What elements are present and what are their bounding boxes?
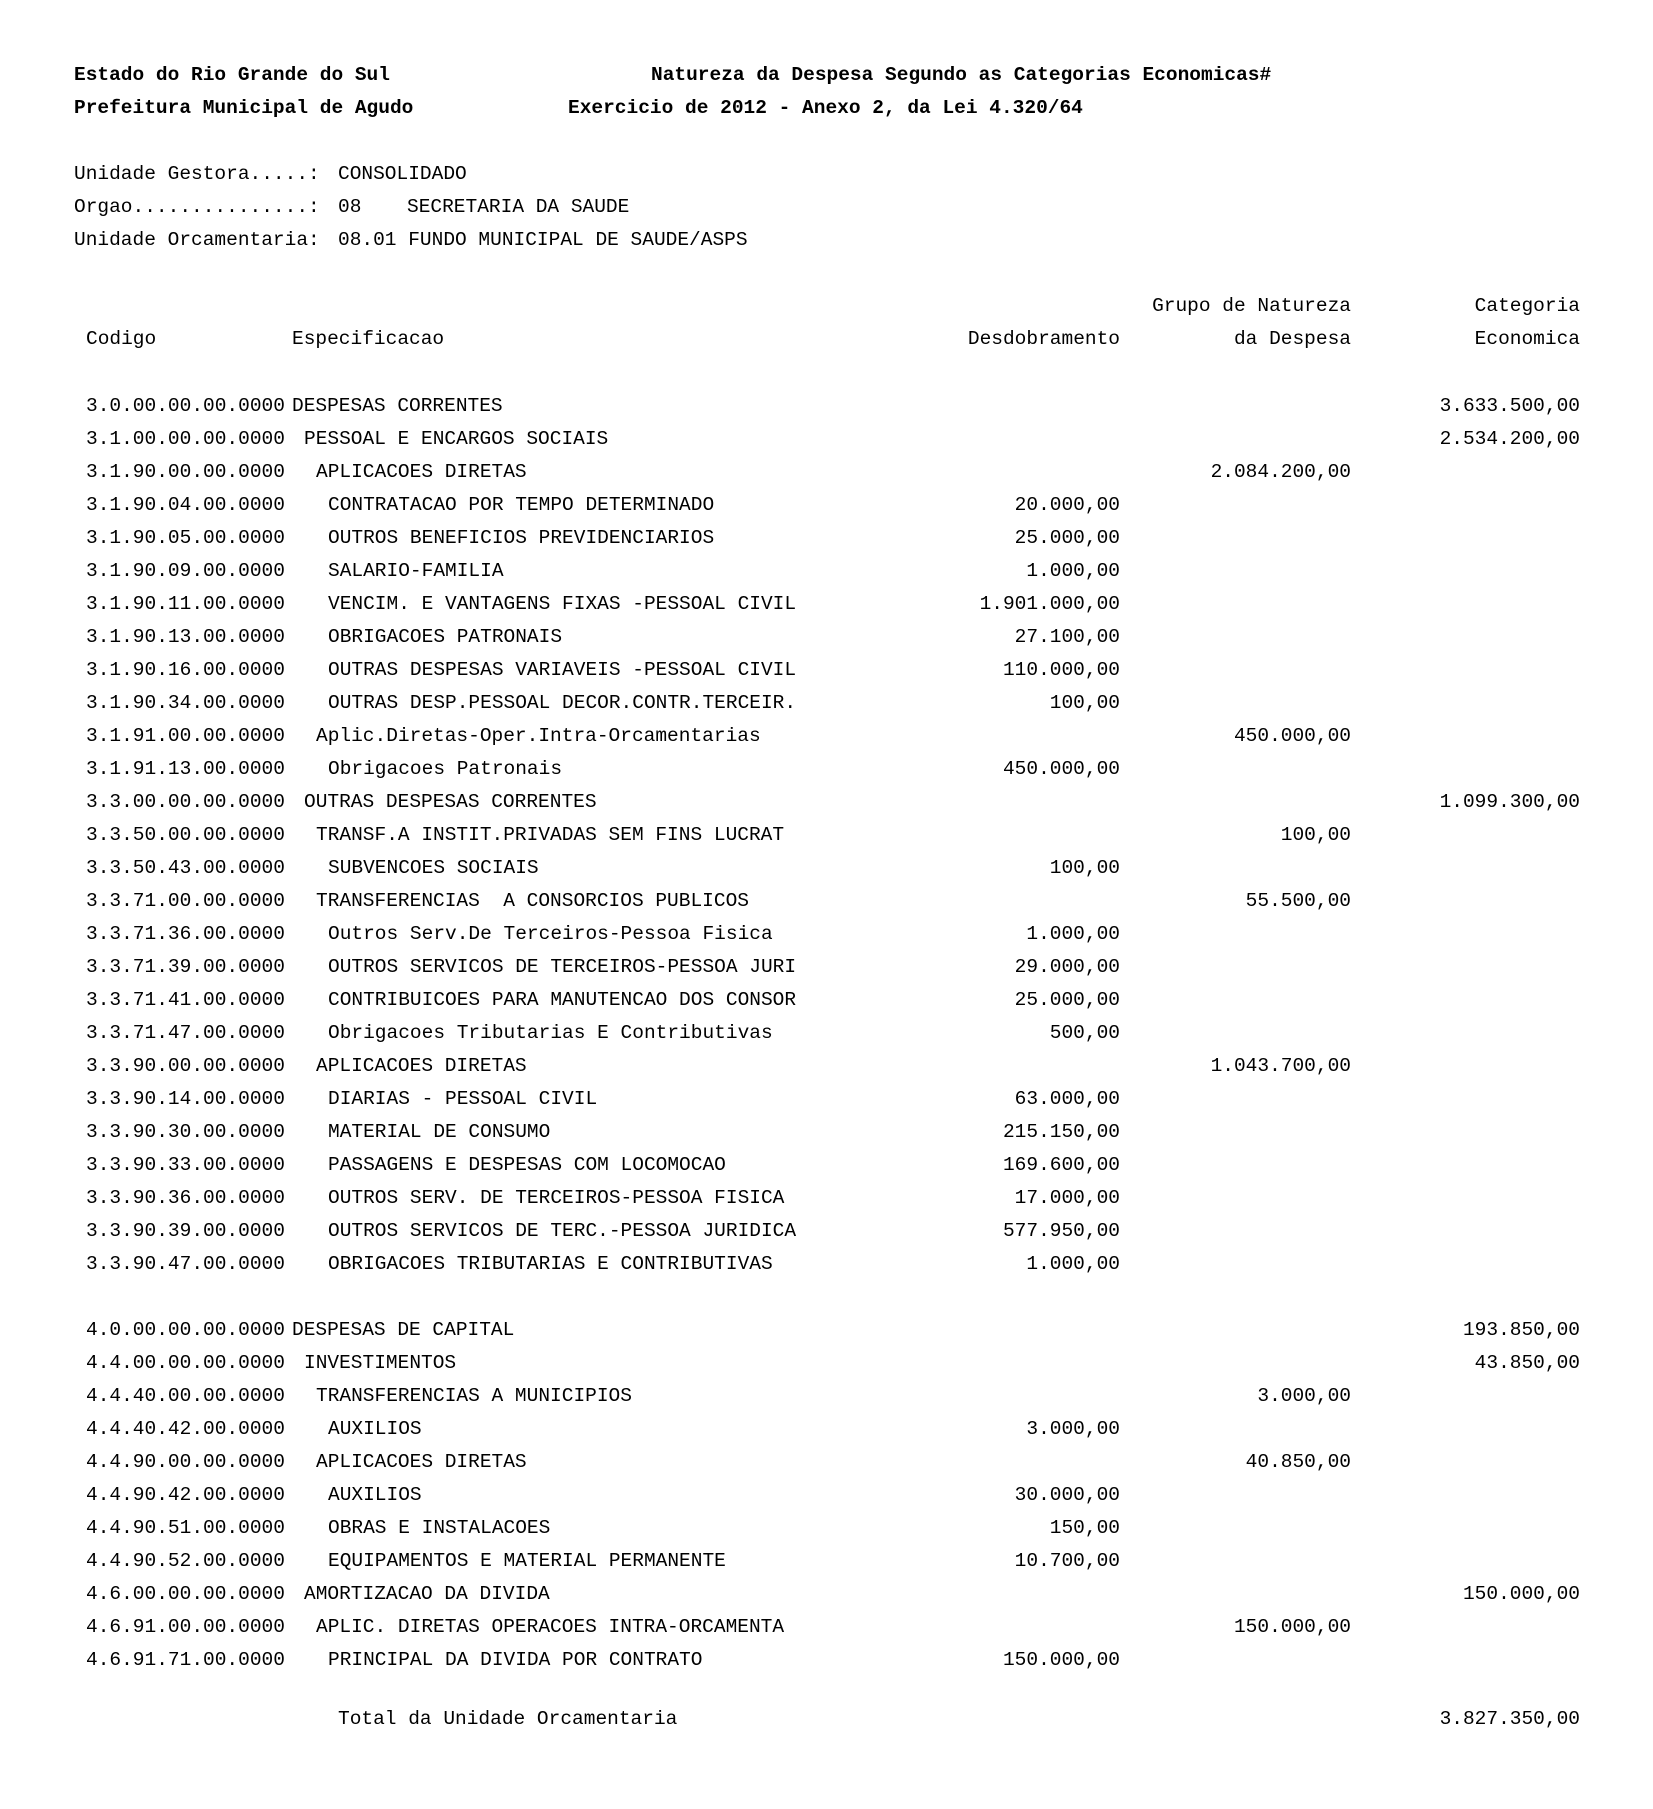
row-code: 3.3.50.00.00.0000: [86, 824, 285, 846]
row-categoria-economica: 150.000,00: [1462, 1583, 1580, 1605]
orgao-label: Orgao...............:: [74, 196, 320, 218]
row-code: 3.3.00.00.00.0000: [86, 791, 285, 813]
row-especificacao: EQUIPAMENTOS E MATERIAL PERMANENTE: [328, 1550, 726, 1572]
row-code: 4.4.00.00.00.0000: [86, 1352, 285, 1374]
row-desdobramento: 150,00: [1049, 1517, 1120, 1539]
row-desdobramento: 63.000,00: [1014, 1088, 1120, 1110]
row-code: 4.4.90.00.00.0000: [86, 1451, 285, 1473]
row-especificacao: PESSOAL E ENCARGOS SOCIAIS: [304, 428, 609, 450]
row-especificacao: OBRIGACOES TRIBUTARIAS E CONTRIBUTIVAS: [328, 1253, 773, 1275]
row-desdobramento: 100,00: [1049, 692, 1120, 714]
table-row: [0, 725, 1653, 758]
row-especificacao: OBRIGACOES PATRONAIS: [328, 626, 563, 648]
row-grupo-natureza: 100,00: [1280, 824, 1351, 846]
row-code: 3.3.71.41.00.0000: [86, 989, 285, 1011]
row-desdobramento: 215.150,00: [1002, 1121, 1120, 1143]
column-header-desdobramento: Desdobramento: [967, 328, 1120, 350]
column-header-categoria-line-1: Categoria: [1474, 295, 1580, 317]
table-row: [0, 1154, 1653, 1187]
row-categoria-economica: 3.633.500,00: [1439, 395, 1580, 417]
row-desdobramento: 169.600,00: [1002, 1154, 1120, 1176]
orgao-code: 08: [338, 196, 362, 218]
row-desdobramento: 20.000,00: [1014, 494, 1120, 516]
row-especificacao: OUTRAS DESPESAS VARIAVEIS -PESSOAL CIVIL: [328, 659, 797, 681]
row-especificacao: CONTRIBUICOES PARA MANUTENCAO DOS CONSOR: [328, 989, 797, 1011]
row-especificacao: OUTROS SERVICOS DE TERCEIROS-PESSOA JURI: [328, 956, 797, 978]
row-especificacao: Obrigacoes Tributarias E Contributivas: [328, 1022, 773, 1044]
row-especificacao: TRANSFERENCIAS A CONSORCIOS PUBLICOS: [316, 890, 749, 912]
row-desdobramento: 25.000,00: [1014, 989, 1120, 1011]
row-especificacao: OUTRAS DESPESAS CORRENTES: [304, 791, 597, 813]
row-code: 4.6.91.00.00.0000: [86, 1616, 285, 1638]
column-header-categoria-line-2: Economica: [1474, 328, 1580, 350]
row-desdobramento: 3.000,00: [1026, 1418, 1120, 1440]
row-code: 3.1.91.00.00.0000: [86, 725, 285, 747]
row-especificacao: PASSAGENS E DESPESAS COM LOCOMOCAO: [328, 1154, 726, 1176]
unidade-gestora-value: CONSOLIDADO: [338, 163, 467, 185]
row-grupo-natureza: 55.500,00: [1245, 890, 1351, 912]
table-row: [0, 1352, 1653, 1385]
table-row: [0, 1385, 1653, 1418]
table-row: [0, 527, 1653, 560]
row-desdobramento: 100,00: [1049, 857, 1120, 879]
row-code: 4.0.00.00.00.0000: [86, 1319, 285, 1341]
row-desdobramento: 1.000,00: [1026, 1253, 1120, 1275]
row-desdobramento: 1.901.000,00: [979, 593, 1120, 615]
row-code: 4.4.90.51.00.0000: [86, 1517, 285, 1539]
row-especificacao: OUTROS BENEFICIOS PREVIDENCIARIOS: [328, 527, 715, 549]
row-especificacao: CONTRATACAO POR TEMPO DETERMINADO: [328, 494, 715, 516]
row-code: 3.1.90.00.00.0000: [86, 461, 285, 483]
row-code: 3.3.71.39.00.0000: [86, 956, 285, 978]
row-code: 3.3.50.43.00.0000: [86, 857, 285, 879]
row-grupo-natureza: 150.000,00: [1233, 1616, 1351, 1638]
table-row: [0, 1649, 1653, 1682]
row-code: 3.3.90.14.00.0000: [86, 1088, 285, 1110]
table-row: [0, 791, 1653, 824]
table-row: [0, 1253, 1653, 1286]
row-grupo-natureza: 1.043.700,00: [1210, 1055, 1351, 1077]
row-categoria-economica: 43.850,00: [1474, 1352, 1580, 1374]
table-row: [0, 626, 1653, 659]
row-desdobramento: 17.000,00: [1014, 1187, 1120, 1209]
report-title: Natureza da Despesa Segundo as Categorias Economicas#: [651, 64, 1272, 86]
table-row: [0, 956, 1653, 989]
row-code: 3.1.90.34.00.0000: [86, 692, 285, 714]
row-especificacao: VENCIM. E VANTAGENS FIXAS -PESSOAL CIVIL: [328, 593, 797, 615]
row-desdobramento: 110.000,00: [1002, 659, 1120, 681]
row-code: 3.3.90.30.00.0000: [86, 1121, 285, 1143]
column-header-codigo: Codigo: [86, 328, 157, 350]
row-code: 4.4.40.42.00.0000: [86, 1418, 285, 1440]
row-code: 3.3.71.36.00.0000: [86, 923, 285, 945]
row-especificacao: OUTROS SERVICOS DE TERC.-PESSOA JURIDICA: [328, 1220, 797, 1242]
row-especificacao: Outros Serv.De Terceiros-Pessoa Fisica: [328, 923, 773, 945]
table-row: [0, 1319, 1653, 1352]
row-code: 4.4.40.00.00.0000: [86, 1385, 285, 1407]
row-especificacao: OUTRAS DESP.PESSOAL DECOR.CONTR.TERCEIR.: [328, 692, 797, 714]
table-row: [0, 923, 1653, 956]
row-especificacao: TRANSFERENCIAS A MUNICIPIOS: [316, 1385, 632, 1407]
row-grupo-natureza: 450.000,00: [1233, 725, 1351, 747]
report-subtitle: Exercicio de 2012 - Anexo 2, da Lei 4.320/64: [568, 97, 1083, 119]
row-desdobramento: 25.000,00: [1014, 527, 1120, 549]
row-especificacao: Aplic.Diretas-Oper.Intra-Orcamentarias: [316, 725, 761, 747]
row-especificacao: AMORTIZACAO DA DIVIDA: [304, 1583, 550, 1605]
row-categoria-economica: 2.534.200,00: [1439, 428, 1580, 450]
row-grupo-natureza: 40.850,00: [1245, 1451, 1351, 1473]
row-especificacao: APLIC. DIRETAS OPERACOES INTRA-ORCAMENTA: [316, 1616, 785, 1638]
row-especificacao: SUBVENCOES SOCIAIS: [328, 857, 539, 879]
row-code: 3.3.90.33.00.0000: [86, 1154, 285, 1176]
row-especificacao: MATERIAL DE CONSUMO: [328, 1121, 551, 1143]
row-code: 3.3.90.47.00.0000: [86, 1253, 285, 1275]
row-code: 3.1.90.09.00.0000: [86, 560, 285, 582]
row-especificacao: DIARIAS - PESSOAL CIVIL: [328, 1088, 598, 1110]
table-row: [0, 461, 1653, 494]
table-row: [0, 560, 1653, 593]
row-code: 3.1.90.16.00.0000: [86, 659, 285, 681]
row-code: 3.1.90.13.00.0000: [86, 626, 285, 648]
row-especificacao: DESPESAS CORRENTES: [292, 395, 503, 417]
row-especificacao: AUXILIOS: [328, 1418, 422, 1440]
row-especificacao: APLICACOES DIRETAS: [316, 1055, 527, 1077]
row-especificacao: TRANSF.A INSTIT.PRIVADAS SEM FINS LUCRAT: [316, 824, 785, 846]
row-grupo-natureza: 2.084.200,00: [1210, 461, 1351, 483]
row-code: 4.4.90.42.00.0000: [86, 1484, 285, 1506]
table-row: [0, 1088, 1653, 1121]
row-desdobramento: 30.000,00: [1014, 1484, 1120, 1506]
unidade-orcamentaria-value: 08.01 FUNDO MUNICIPAL DE SAUDE/ASPS: [338, 229, 748, 251]
table-row: [0, 593, 1653, 626]
table-row: [0, 1220, 1653, 1253]
row-code: 3.0.00.00.00.0000: [86, 395, 285, 417]
table-row: [0, 1187, 1653, 1220]
row-code: 3.1.00.00.00.0000: [86, 428, 285, 450]
row-especificacao: AUXILIOS: [328, 1484, 422, 1506]
row-especificacao: PRINCIPAL DA DIVIDA POR CONTRATO: [328, 1649, 703, 1671]
row-desdobramento: 450.000,00: [1002, 758, 1120, 780]
table-row: [0, 395, 1653, 428]
row-desdobramento: 500,00: [1049, 1022, 1120, 1044]
table-row: [0, 1055, 1653, 1088]
row-especificacao: APLICACOES DIRETAS: [316, 461, 527, 483]
row-especificacao: APLICACOES DIRETAS: [316, 1451, 527, 1473]
table-row: [0, 428, 1653, 461]
row-especificacao: INVESTIMENTOS: [304, 1352, 457, 1374]
table-row: [0, 890, 1653, 923]
column-header-especificacao: Especificacao: [292, 328, 445, 350]
row-desdobramento: 150.000,00: [1002, 1649, 1120, 1671]
row-desdobramento: 1.000,00: [1026, 923, 1120, 945]
table-row: [0, 1484, 1653, 1517]
table-row: [0, 494, 1653, 527]
table-row: [0, 857, 1653, 890]
table-row: [0, 1451, 1653, 1484]
table-row: [0, 1616, 1653, 1649]
row-code: 3.3.90.39.00.0000: [86, 1220, 285, 1242]
row-especificacao: SALARIO-FAMILIA: [328, 560, 504, 582]
header-state: Estado do Rio Grande do Sul: [74, 64, 390, 86]
row-code: 3.1.91.13.00.0000: [86, 758, 285, 780]
row-code: 3.1.90.05.00.0000: [86, 527, 285, 549]
table-row: [0, 1550, 1653, 1583]
row-code: 3.1.90.11.00.0000: [86, 593, 285, 615]
row-categoria-economica: 193.850,00: [1462, 1319, 1580, 1341]
row-desdobramento: 1.000,00: [1026, 560, 1120, 582]
row-code: 4.6.91.71.00.0000: [86, 1649, 285, 1671]
row-code: 3.3.90.36.00.0000: [86, 1187, 285, 1209]
header-municipality: Prefeitura Municipal de Agudo: [74, 97, 414, 119]
table-row: [0, 1517, 1653, 1550]
row-code: 4.4.90.52.00.0000: [86, 1550, 285, 1572]
column-header-grupo-line-1: Grupo de Natureza: [1152, 295, 1351, 317]
table-row: [0, 1022, 1653, 1055]
row-categoria-economica: 1.099.300,00: [1439, 791, 1580, 813]
table-row: [0, 1121, 1653, 1154]
row-desdobramento: 577.950,00: [1002, 1220, 1120, 1242]
row-desdobramento: 10.700,00: [1014, 1550, 1120, 1572]
unidade-gestora-label: Unidade Gestora.....:: [74, 163, 320, 185]
orgao-value: SECRETARIA DA SAUDE: [407, 196, 630, 218]
row-code: 3.1.90.04.00.0000: [86, 494, 285, 516]
table-row: [0, 692, 1653, 725]
column-header-grupo-line-2: da Despesa: [1233, 328, 1351, 350]
total-label: Total da Unidade Orcamentaria: [338, 1708, 678, 1730]
row-especificacao: Obrigacoes Patronais: [328, 758, 563, 780]
row-desdobramento: 29.000,00: [1014, 956, 1120, 978]
table-row: [0, 758, 1653, 791]
row-code: 3.3.71.00.00.0000: [86, 890, 285, 912]
row-especificacao: OBRAS E INSTALACOES: [328, 1517, 551, 1539]
row-especificacao: OUTROS SERV. DE TERCEIROS-PESSOA FISICA: [328, 1187, 785, 1209]
table-row: [0, 1418, 1653, 1451]
table-row: [0, 659, 1653, 692]
table-row: [0, 989, 1653, 1022]
row-code: 3.3.71.47.00.0000: [86, 1022, 285, 1044]
row-code: 3.3.90.00.00.0000: [86, 1055, 285, 1077]
row-especificacao: DESPESAS DE CAPITAL: [292, 1319, 515, 1341]
row-grupo-natureza: 3.000,00: [1257, 1385, 1351, 1407]
total-value: 3.827.350,00: [1439, 1708, 1580, 1730]
unidade-orcamentaria-label: Unidade Orcamentaria:: [74, 229, 320, 251]
table-row: [0, 824, 1653, 857]
table-row: [0, 1583, 1653, 1616]
row-desdobramento: 27.100,00: [1014, 626, 1120, 648]
row-code: 4.6.00.00.00.0000: [86, 1583, 285, 1605]
